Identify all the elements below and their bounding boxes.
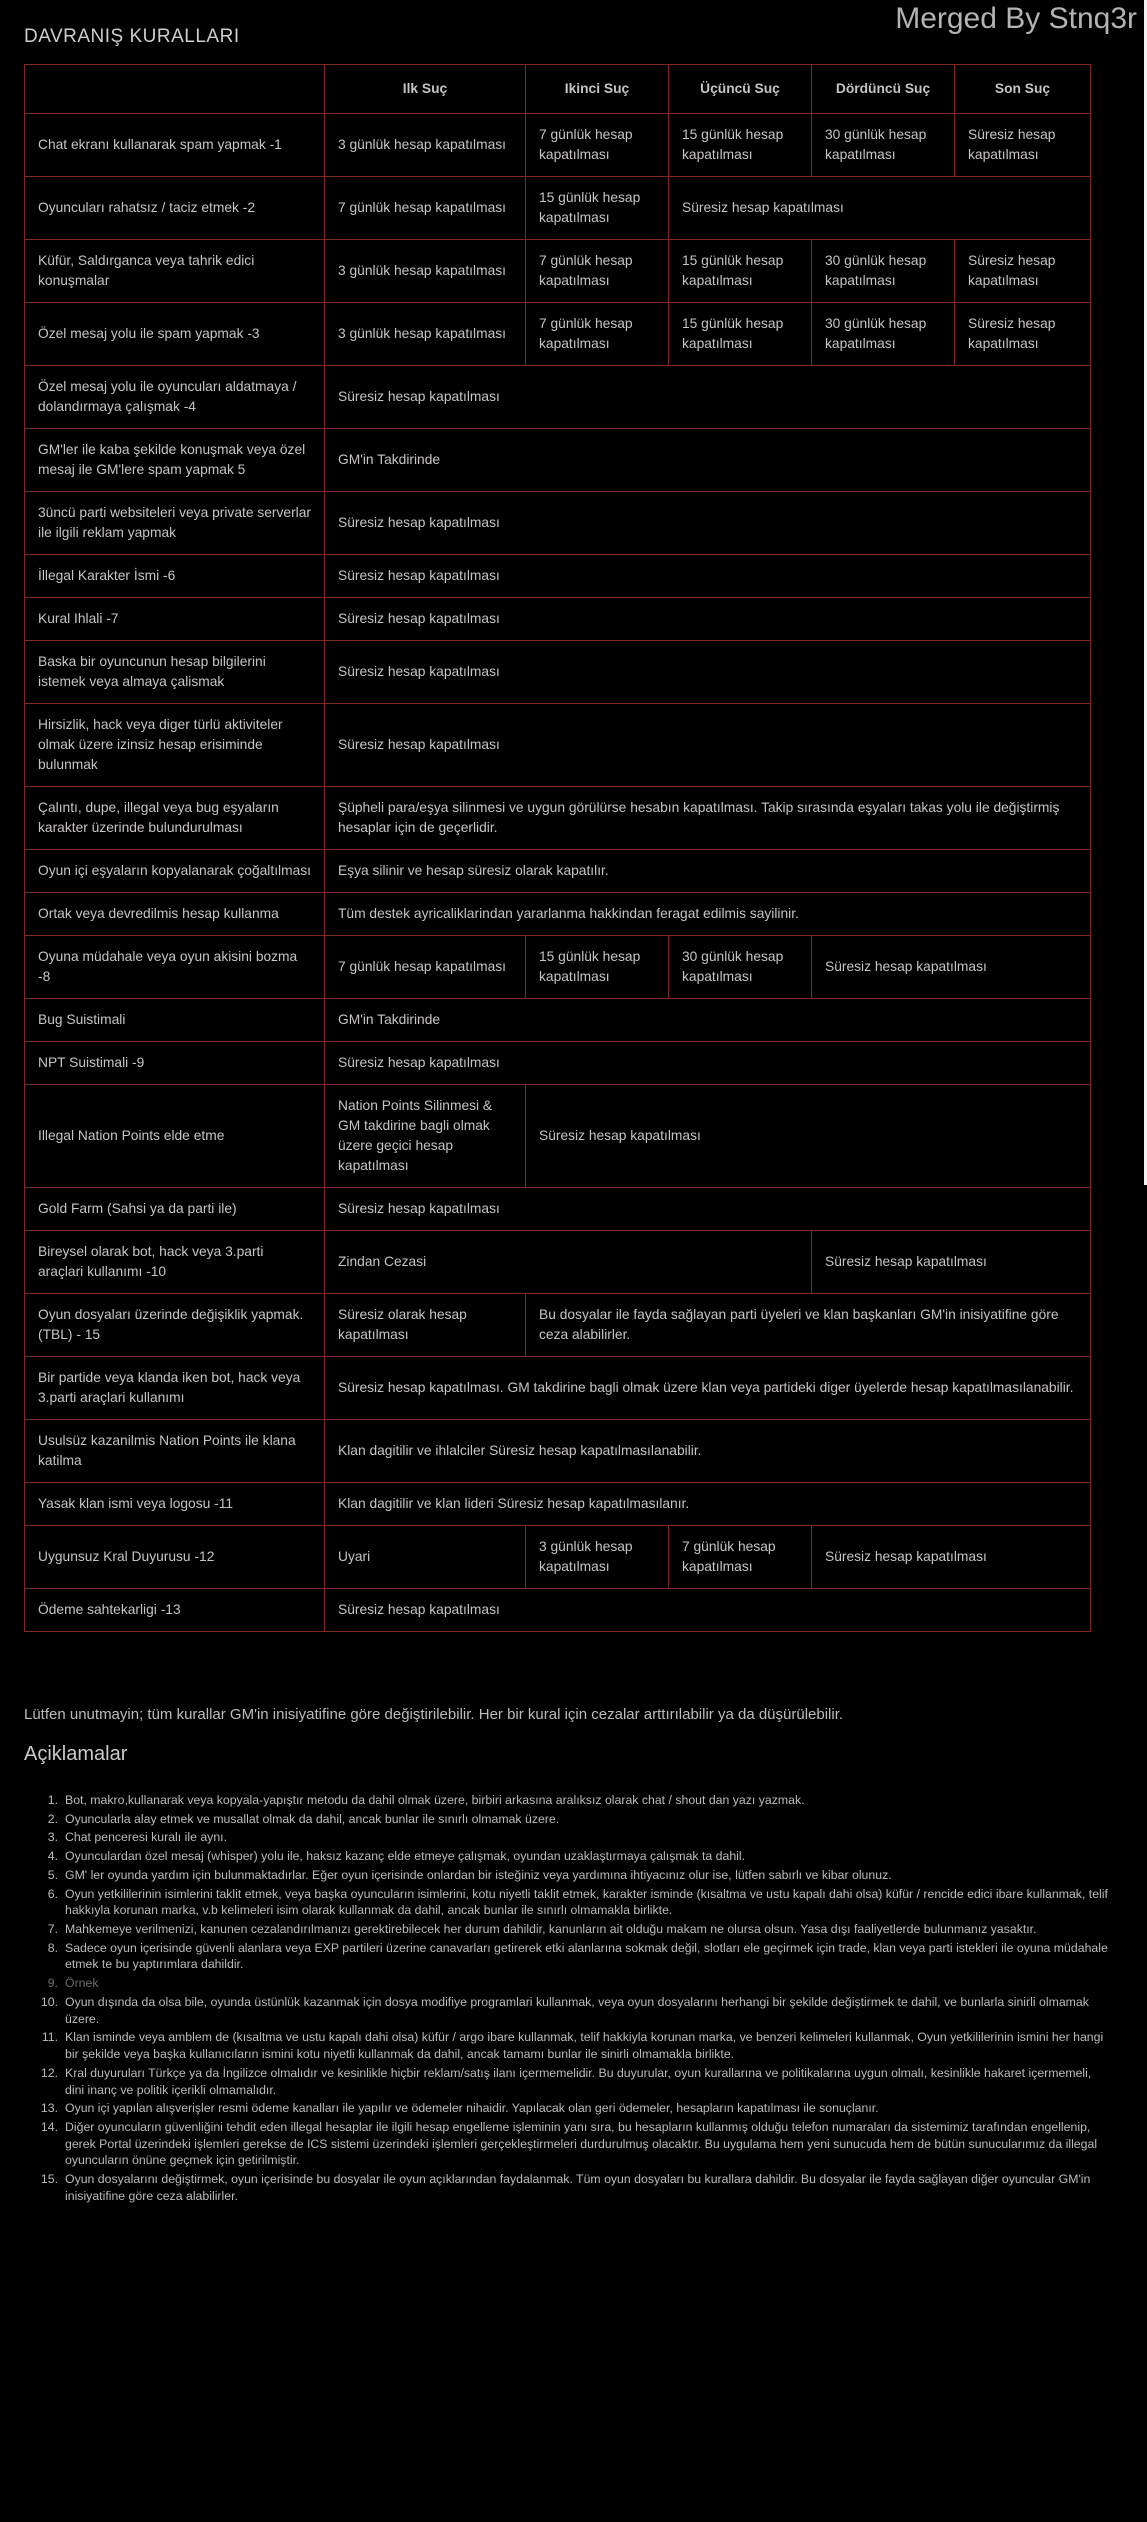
- note-text: Kral duyuruları Türkçe ya da İngilizce olmalıdır ve kesinlikle hiçbir reklam/satış ilanı içermemelidir. Bu duyurular, oyun kurallarına ve politikalarına uygun olmalı, kesinlikle hakaret içermemeli, dini inanç ve politik içerikli olmamalıdır.: [65, 2065, 1092, 2097]
- note-item: [24, 1848, 1121, 1865]
- note-number: 15.: [40, 2172, 58, 2187]
- penalty-cell: 7 günlük hesap kapatılması: [526, 240, 669, 303]
- watermark-text: Merged By Stnq3r: [895, 2, 1137, 35]
- penalty-cell: 15 günlük hesap kapatılması: [526, 936, 669, 999]
- rule-cell: Bir partide veya klanda iken bot, hack veya 3.parti araçlari kullanımı: [25, 1357, 325, 1420]
- table-row: [25, 492, 1091, 555]
- table-row: [25, 598, 1091, 641]
- table-row: [25, 240, 1091, 303]
- rules-table-body: [25, 114, 1091, 1632]
- rule-cell: Gold Farm (Sahsi ya da parti ile): [25, 1188, 325, 1231]
- penalty-cell: GM'in Takdirinde: [325, 429, 1091, 492]
- table-row: [25, 177, 1091, 240]
- table-row: [25, 366, 1091, 429]
- note-number: 11.: [41, 2030, 58, 2045]
- note-text: Bot, makro,kullanarak veya kopyala-yapıştır metodu da dahil olmak üzere, birbiri arkasına aralıksız olarak chat / shout dan yazı yazmak.: [65, 1793, 805, 1807]
- penalty-cell: Süresiz hesap kapatılması: [955, 114, 1091, 177]
- rule-cell: Çalıntı, dupe, illegal veya bug eşyaların karakter üzerinde bulundurulması: [25, 787, 325, 850]
- penalty-cell: Süresiz hesap kapatılması: [325, 641, 1091, 704]
- penalty-cell: 3 günlük hesap kapatılması: [526, 1526, 669, 1589]
- note-number: 1.: [47, 1793, 58, 1807]
- table-header-row: [25, 65, 1091, 114]
- column-header: Ilk Suç: [325, 65, 526, 114]
- note-item: [24, 1921, 1121, 1938]
- penalty-cell: 15 günlük hesap kapatılması: [669, 303, 812, 366]
- penalty-cell: Süresiz hesap kapatılması: [325, 1188, 1091, 1231]
- penalty-cell: Uyari: [325, 1526, 526, 1589]
- rule-cell: Chat ekranı kullanarak spam yapmak -1: [25, 114, 325, 177]
- penalty-cell: Süresiz hesap kapatılması: [325, 1042, 1091, 1085]
- rule-cell: Özel mesaj yolu ile spam yapmak -3: [25, 303, 325, 366]
- note-text: Klan isminde veya amblem de (kısaltma ve ustu kapalı dahi olsa) küfür / argo ibare kullanmak, telif hakkiyla korunan marka, ve benzeri kelimeleri kullanmak, Oyun yetkililerinin ismini her hangi bir şekilde veya başka kullanıcıların ismini kotu niyetli kullanmak da dahil, ancak tamamı bunlar ile sinirli olmamakla birlikte.: [65, 2030, 1104, 2062]
- table-row: [25, 1188, 1091, 1231]
- rule-cell: Özel mesaj yolu ile oyuncuları aldatmaya / dolandırmaya çalışmak -4: [25, 366, 325, 429]
- note-text: Oyunculardan özel mesaj (whisper) yolu ile, haksız kazanç elde etmeye çalışmak, oyundan uzaklaştırmaya çalışmak ta dahil.: [65, 1849, 746, 1864]
- penalty-cell: 7 günlük hesap kapatılması: [325, 936, 526, 999]
- penalty-cell: Süresiz hesap kapatılması. GM takdirine bagli olmak üzere klan veya partideki diger üyelerde hesap kapatılmasılanabilir.: [325, 1357, 1091, 1420]
- penalty-cell: GM'in Takdirinde: [325, 999, 1091, 1042]
- note-text: Oyuncularla alay etmek ve musallat olmak da dahil, ancak bunlar ile sınırlı olmamak üzere.: [65, 1811, 560, 1826]
- note-item: [24, 1811, 1121, 1828]
- note-item: [24, 1829, 1121, 1846]
- penalty-cell: Tüm destek ayricaliklarindan yararlanma hakkindan feragat edilmis sayilinir.: [325, 893, 1091, 936]
- penalty-cell: Şüpheli para/eşya silinmesi ve uygun görülürse hesabın kapatılması. Takip sırasında eşyaları takas yolu ile değiştirmiş hesaplar için de geçerlidir.: [325, 787, 1091, 850]
- note-number: 14.: [40, 2119, 58, 2134]
- penalty-cell: Bu dosyalar ile fayda sağlayan parti üyeleri ve klan başkanları GM'in inisiyatifine göre ceza alabilirler.: [526, 1294, 1091, 1357]
- penalty-cell: Süresiz hesap kapatılması: [812, 1231, 1091, 1294]
- column-header: Dördüncü Suç: [812, 65, 955, 114]
- table-row: [25, 1420, 1091, 1483]
- column-header: [25, 65, 325, 114]
- rule-cell: Küfür, Saldırganca veya tahrik edici konuşmalar: [25, 240, 325, 303]
- note-text: Oyun içi yapılan alışverişler resmi ödeme kanalları ile yapılır ve ödemeler nihaidir. Yapılacak olan geri ödemeler, hesapların kapatılması ile sonuçlanır.: [65, 2101, 879, 2116]
- table-row: [25, 704, 1091, 787]
- rule-cell: Ödeme sahtekarligi -13: [25, 1589, 325, 1632]
- table-row: [25, 1231, 1091, 1294]
- penalty-cell: Süresiz hesap kapatılması: [526, 1085, 1091, 1188]
- note-item: [24, 2119, 1121, 2169]
- penalty-cell: Süresiz hesap kapatılması: [325, 492, 1091, 555]
- table-row: [25, 1526, 1091, 1589]
- note-number: 7.: [47, 1922, 58, 1937]
- notes-heading: Açiklamalar: [24, 1743, 128, 1765]
- rule-cell: GM'ler ile kaba şekilde konuşmak veya özel mesaj ile GM'lere spam yapmak 5: [25, 429, 325, 492]
- note-item: [24, 1940, 1121, 1973]
- table-row: [25, 1042, 1091, 1085]
- page-header: [0, 0, 1147, 62]
- note-number: 13.: [40, 2101, 58, 2116]
- penalty-cell: Süresiz hesap kapatılması: [325, 366, 1091, 429]
- note-text: GM' ler oyunda yardım için bulunmaktadırlar. Eğer oyun içerisinde onlardan bir isteğiniz veya yardımına ihtiyacınız olur ise, lütfen sabırlı ve kibar olunuz.: [65, 1867, 892, 1882]
- note-text: Diğer oyuncuların güvenliğini tehdit eden illegal hesaplar ile ilgili hesap engelleme işleminin yanı sıra, bu hesapların kullanmış olduğu telefon numaraları da sistemimiz tarafından engellenip, gerek Portal üzerindeki işlemleri gerekse de ICS sistemi üzerindeki işlemleri gerçekleştirmeleri durdurulmuş olacaktır. Bu uygulama hem yeni sunucuda hem de bütün sunucularımız da illegal oyuncuların önüne geçmek için getirilmiştir.: [65, 2119, 1098, 2168]
- rule-cell: Oyun dosyaları üzerinde değişiklik yapmak. (TBL) - 15: [25, 1294, 325, 1357]
- note-item: [24, 1975, 1121, 1992]
- penalty-cell: 3 günlük hesap kapatılması: [325, 303, 526, 366]
- note-number: 3.: [47, 1830, 58, 1845]
- penalty-cell: Süresiz hesap kapatılması: [325, 598, 1091, 641]
- penalty-cell: 3 günlük hesap kapatılması: [325, 114, 526, 177]
- note-number: 5.: [47, 1867, 58, 1882]
- note-text: Sadece oyun içerisinde güvenli alanlara veya EXP partileri üzerine canavarları getirerek etki alanlarına sokmak değil, slotları ele geçirmek için trade, klan veya parti istekleri ile oyuna müdahale etmek te bu yaptırımlara dahildir.: [65, 1940, 1108, 1972]
- note-number: 10.: [40, 1994, 58, 2009]
- penalty-cell: Klan dagitilir ve klan lideri Süresiz hesap kapatılmasılanır.: [325, 1483, 1091, 1526]
- penalty-cell: Süresiz hesap kapatılması: [325, 1589, 1091, 1632]
- note-text: Chat penceresi kuralı ile aynı.: [65, 1830, 227, 1845]
- penalty-cell: 30 günlük hesap kapatılması: [669, 936, 812, 999]
- penalty-cell: 30 günlük hesap kapatılması: [812, 240, 955, 303]
- note-item: [24, 2100, 1121, 2117]
- penalty-cell: Süresiz hesap kapatılması: [669, 177, 1091, 240]
- table-row: [25, 641, 1091, 704]
- penalty-cell: 15 günlük hesap kapatılması: [526, 177, 669, 240]
- penalty-cell: Süresiz hesap kapatılması: [955, 303, 1091, 366]
- note-item: [24, 2065, 1121, 2098]
- rule-cell: Baska bir oyuncunun hesap bilgilerini istemek veya almaya çalismak: [25, 641, 325, 704]
- note-number: 2.: [47, 1811, 58, 1826]
- penalty-cell: Nation Points Silinmesi & GM takdirine bagli olmak üzere geçici hesap kapatılması: [325, 1085, 526, 1188]
- penalty-cell: 30 günlük hesap kapatılması: [812, 303, 955, 366]
- rule-cell: Oyun içi eşyaların kopyalanarak çoğaltılması: [25, 850, 325, 893]
- table-row: [25, 303, 1091, 366]
- rule-cell: Usulsüz kazanilmis Nation Points ile klana katilma: [25, 1420, 325, 1483]
- rule-cell: NPT Suistimali -9: [25, 1042, 325, 1085]
- penalty-cell: Eşya silinir ve hesap süresiz olarak kapatılır.: [325, 850, 1091, 893]
- note-text: Oyun dosyalarını değiştirmek, oyun içerisinde bu dosyalar ile oyun açıklarından faydalanmak. Tüm oyun dosyaları bu kurallara dahildir. Bu dosyalar ile fayda sağlayan diğer oyuncular GM'in inisiyatifine göre ceza alabilirler.: [65, 2172, 1091, 2203]
- penalty-cell: Klan dagitilir ve ihlalciler Süresiz hesap kapatılmasılanabilir.: [325, 1420, 1091, 1483]
- rule-cell: Uygunsuz Kral Duyurusu -12: [25, 1526, 325, 1589]
- footer-block: [24, 1704, 1121, 2205]
- note-item: [24, 2029, 1121, 2062]
- note-item: [24, 1792, 1121, 1809]
- note-number: 6.: [47, 1886, 58, 1901]
- table-row: [25, 999, 1091, 1042]
- penalty-cell: 3 günlük hesap kapatılması: [325, 240, 526, 303]
- penalty-cell: 7 günlük hesap kapatılması: [669, 1526, 812, 1589]
- penalty-cell: Süresiz hesap kapatılması: [955, 240, 1091, 303]
- penalty-cell: 7 günlük hesap kapatılması: [526, 303, 669, 366]
- table-row: [25, 850, 1091, 893]
- rule-cell: Bireysel olarak bot, hack veya 3.parti araçlari kullanımı -10: [25, 1231, 325, 1294]
- penalty-cell: 7 günlük hesap kapatılması: [526, 114, 669, 177]
- column-header: Üçüncü Suç: [669, 65, 812, 114]
- note-item: [24, 2171, 1121, 2204]
- penalty-cell: Süresiz hesap kapatılması: [812, 936, 1091, 999]
- penalty-cell: 15 günlük hesap kapatılması: [669, 240, 812, 303]
- table-row: [25, 787, 1091, 850]
- rule-cell: Illegal Nation Points elde etme: [25, 1085, 325, 1188]
- column-header: Ikinci Suç: [526, 65, 669, 114]
- rule-cell: Ortak veya devredilmis hesap kullanma: [25, 893, 325, 936]
- penalty-cell: Süresiz olarak hesap kapatılması: [325, 1294, 526, 1357]
- penalty-cell: 15 günlük hesap kapatılması: [669, 114, 812, 177]
- rule-cell: Yasak klan ismi veya logosu -11: [25, 1483, 325, 1526]
- note-number: 12.: [40, 2065, 58, 2080]
- note-number: 8.: [47, 1940, 58, 1955]
- page-title: DAVRANIŞ KURALLARI: [24, 26, 240, 47]
- penalty-cell: 7 günlük hesap kapatılması: [325, 177, 526, 240]
- table-row: [25, 1483, 1091, 1526]
- rule-cell: Kural Ihlali -7: [25, 598, 325, 641]
- rule-cell: Bug Suistimali: [25, 999, 325, 1042]
- note-text: Örnek: [65, 1976, 99, 1991]
- table-row: [25, 429, 1091, 492]
- note-item: [24, 1886, 1121, 1919]
- table-row: [25, 555, 1091, 598]
- note-item: [24, 1994, 1121, 2027]
- table-row: [25, 1357, 1091, 1420]
- note-text: Oyun dışında da olsa bile, oyunda üstünlük kazanmak için dosya modifiye programlari kullanmak, veya oyun dosyalarını herhangi bir şekilde değiştirmek te dahil, ve bunlarla sinirli olmamak üzere.: [65, 1994, 1089, 2026]
- rule-cell: İllegal Karakter İsmi -6: [25, 555, 325, 598]
- note-text: Oyun yetkililerinin isimlerini taklit etmek, veya başka oyuncuların isimlerini, kotu niyetli taklit etmek, karakter isminde (kısaltma ve ustu kapalı dahi olsa) küfür / rencide edici ibare kullanmak, telif hakkıyla korunan marka, v.b kelimeleri isim olarak kullanmak da dahil, ancak bunlar ile sınırlı olmamakla birlikte.: [65, 1886, 1108, 1918]
- note-item: [24, 1867, 1121, 1884]
- penalty-cell: 30 günlük hesap kapatılması: [812, 114, 955, 177]
- note-number: 9.: [47, 1976, 58, 1991]
- table-row: [25, 114, 1091, 177]
- table-row: [25, 1294, 1091, 1357]
- reminder-text: Lütfen unutmayin; tüm kurallar GM'in inisiyatifine göre değiştirilebilir. Her bir kural için cezalar arttırılabilir ya da düşürülebilir.: [24, 1706, 844, 1723]
- column-header: Son Suç: [955, 65, 1091, 114]
- penalty-cell: Süresiz hesap kapatılması: [812, 1526, 1091, 1589]
- penalty-cell: Zindan Cezasi: [325, 1231, 812, 1294]
- rules-table: [24, 64, 1091, 1632]
- notes-list: [24, 1792, 1121, 2205]
- table-row: [25, 893, 1091, 936]
- table-row: [25, 1085, 1091, 1188]
- note-text: Mahkemeye verilmenizi, kanunen cezalandırılmanızı gerektirebilecek her durum dahildir, kanunların ait olduğu makam ne olursa olsun. Yasa dışı faaliyetlerde bulunmanız yasaktır.: [65, 1922, 1037, 1937]
- note-number: 4.: [47, 1849, 58, 1864]
- penalty-cell: Süresiz hesap kapatılması: [325, 555, 1091, 598]
- rule-cell: Oyuncuları rahatsız / taciz etmek -2: [25, 177, 325, 240]
- table-row: [25, 1589, 1091, 1632]
- penalty-cell: Süresiz hesap kapatılması: [325, 704, 1091, 787]
- rule-cell: Oyuna müdahale veya oyun akisini bozma -8: [25, 936, 325, 999]
- rule-cell: 3üncü parti websiteleri veya private serverlar ile ilgili reklam yapmak: [25, 492, 325, 555]
- table-row: [25, 936, 1091, 999]
- rule-cell: Hirsizlik, hack veya diger türlü aktiviteler olmak üzere izinsiz hesap erisiminde bulunmak: [25, 704, 325, 787]
